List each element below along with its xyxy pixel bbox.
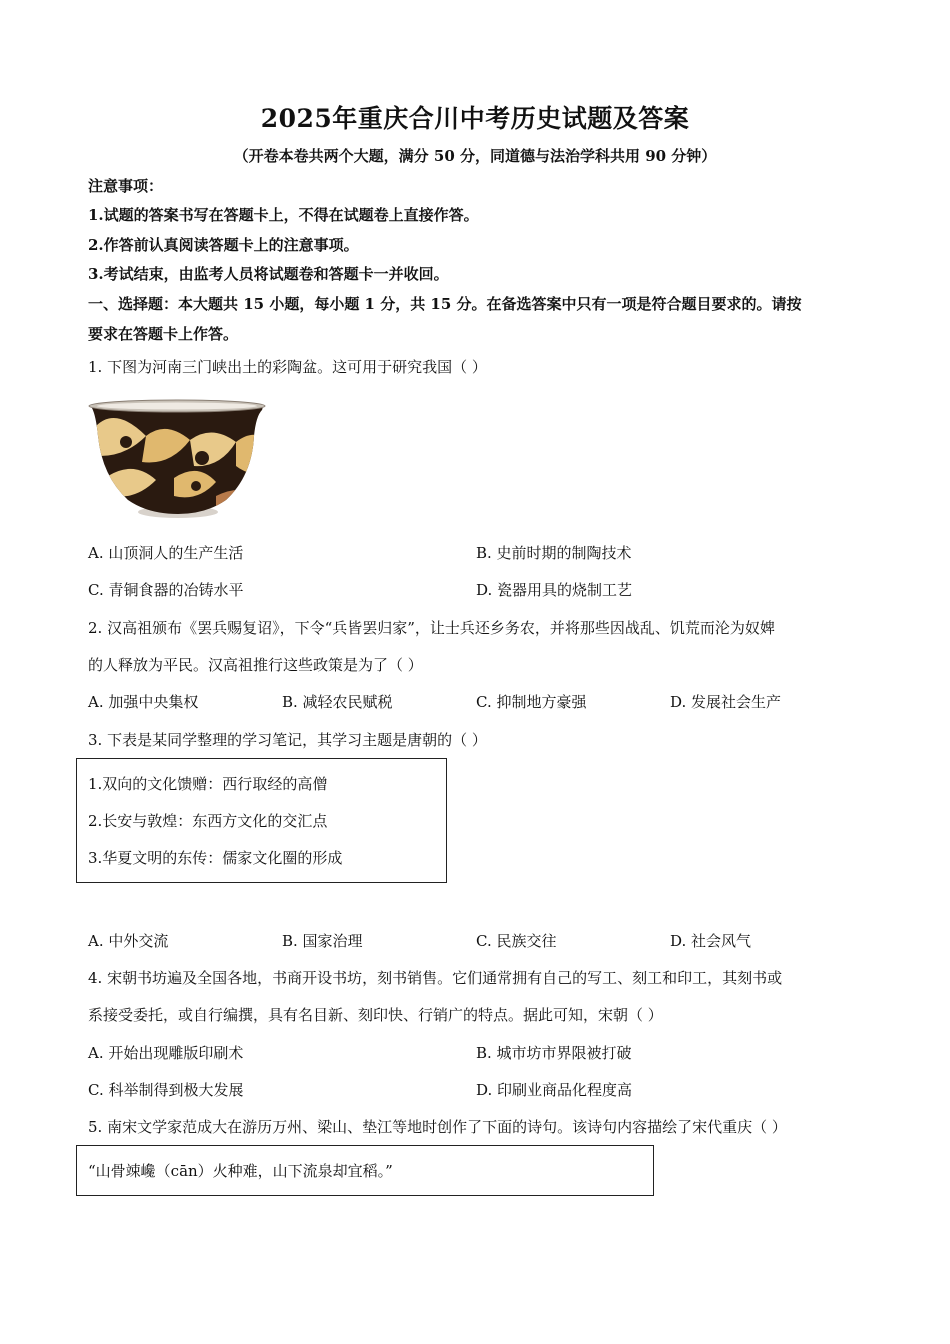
question-1-option-a[interactable]: A. 山顶洞人的生产生活	[88, 544, 244, 562]
study-note-item: 3.华夏文明的东传：儒家文化圈的形成	[88, 849, 343, 867]
question-2-option-b[interactable]: B. 减轻农民赋税	[282, 693, 393, 711]
question-3-option-d[interactable]: D. 社会风气	[670, 932, 752, 950]
question-5-stem: 5. 南宋文学家范成大在游历万州、梁山、垫江等地时创作了下面的诗句。该诗句内容描绘了宋代重庆（ ）	[88, 1118, 787, 1136]
notice-item: 1.试题的答案书写在答题卡上，不得在试题卷上直接作答。	[88, 206, 479, 224]
study-note-item: 2.长安与敦煌：东西方文化的交汇点	[88, 812, 328, 830]
question-2-stem-line1: 2. 汉高祖颁布《罢兵赐复诏》，下令“兵皆罢归家”，让士兵还乡务农，并将那些因战乱、饥荒而沦为奴婢	[88, 619, 775, 637]
section-heading-line2: 要求在答题卡上作答。	[88, 325, 239, 343]
question-4-option-a[interactable]: A. 开始出现雕版印刷术	[88, 1044, 244, 1062]
question-2-stem-line2: 的人释放为平民。汉高祖推行这些政策是为了（ ）	[88, 656, 423, 674]
question-4-stem-line2: 系接受委托，或自行编撰，具有名目新、刻印快、行销广的特点。据此可知，宋朝（ ）	[88, 1006, 663, 1024]
question-3-option-b[interactable]: B. 国家治理	[282, 932, 363, 950]
painted-pottery-basin-image	[86, 396, 268, 522]
page-title: 2025年重庆合川中考历史试题及答案	[260, 104, 690, 133]
question-3-option-a[interactable]: A. 中外交流	[88, 932, 169, 950]
question-4-option-c[interactable]: C. 科举制得到极大发展	[88, 1081, 244, 1099]
question-1-option-c[interactable]: C. 青铜食器的冶铸水平	[88, 581, 244, 599]
question-1-stem: 1. 下图为河南三门峡出土的彩陶盆。这可用于研究我国（ ）	[88, 358, 487, 376]
page-subtitle: （开卷本卷共两个大题，满分 50 分，同道德与法治学科共用 90 分钟）	[233, 147, 717, 165]
poem-quote: “山骨竦巉（cān）火种难，山下流泉却宜稻。”	[88, 1162, 393, 1180]
question-1-option-d[interactable]: D. 瓷器用具的烧制工艺	[476, 581, 633, 599]
question-4-option-d[interactable]: D. 印刷业商品化程度高	[476, 1081, 633, 1099]
study-note-item: 1.双向的文化馈赠：西行取经的高僧	[88, 775, 328, 793]
notice-item: 3.考试结束，由监考人员将试题卷和答题卡一并收回。	[88, 265, 449, 283]
notice-heading: 注意事项：	[88, 177, 164, 195]
question-3-stem: 3. 下表是某同学整理的学习笔记，其学习主题是唐朝的（ ）	[88, 731, 487, 749]
question-1-option-b[interactable]: B. 史前时期的制陶技术	[476, 544, 632, 562]
notice-item: 2.作答前认真阅读答题卡上的注意事项。	[88, 236, 359, 254]
question-4-option-b[interactable]: B. 城市坊市界限被打破	[476, 1044, 632, 1062]
question-4-stem-line1: 4. 宋朝书坊遍及全国各地，书商开设书坊，刻书销售。它们通常拥有自己的写工、刻工和印工，其刻书或	[88, 969, 783, 987]
question-2-option-d[interactable]: D. 发展社会生产	[670, 693, 782, 711]
section-heading-line1: 一、选择题：本大题共 15 小题，每小题 1 分，共 15 分。在备选答案中只有一项是符合题目要求的。请按	[88, 295, 802, 313]
question-3-option-c[interactable]: C. 民族交往	[476, 932, 557, 950]
question-2-option-c[interactable]: C. 抑制地方豪强	[476, 693, 587, 711]
question-2-option-a[interactable]: A. 加强中央集权	[88, 693, 199, 711]
